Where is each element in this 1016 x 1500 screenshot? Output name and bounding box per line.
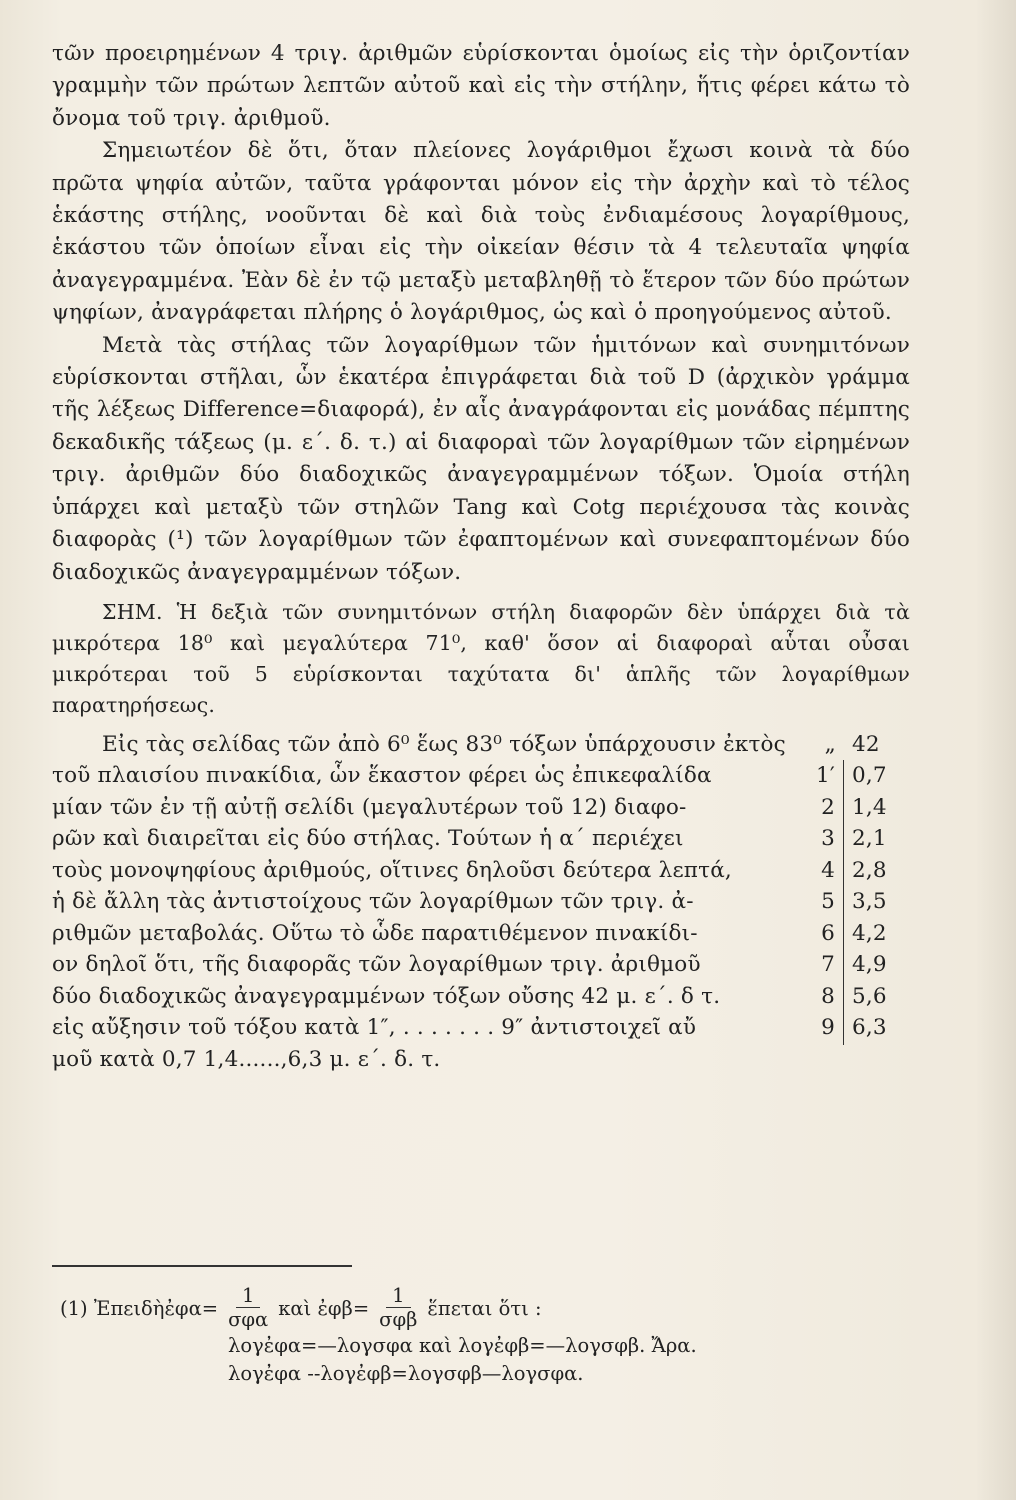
table-row-difference: 2,8 xyxy=(843,855,910,887)
table-row-seconds: 5 xyxy=(821,889,835,915)
fraction-1 xyxy=(224,1285,272,1332)
page-fold-shadow xyxy=(976,0,1016,1500)
table-line-text: δύο διαδοχικῶς ἀναγεγραμμένων τόξων οὔσης 42 μ. ε΄. δ τ. xyxy=(52,983,721,1009)
table-row-seconds: 2 xyxy=(821,794,835,820)
table-row xyxy=(52,1012,910,1044)
footnote-line-2: λογἐφα=—λογσφα καὶ λογἐφβ=—λογσφβ. Ἄρα. xyxy=(228,1334,697,1357)
table-line-text: ρῶν καὶ διαιρεῖται εἰς δύο στήλας. Τούτων ἡ α΄ περιέχει xyxy=(52,826,684,852)
table-row xyxy=(52,823,910,855)
table-row-difference: 3,5 xyxy=(843,886,910,918)
table-row-seconds: 4 xyxy=(821,857,835,883)
fraction-2-denominator: σφβ xyxy=(379,1308,418,1331)
table-line-text: μίαν τῶν ἐν τῇ αὐτῇ σελίδι (μεγαλυτέρων τοῦ 12) διαφο- xyxy=(52,794,687,820)
table-row-seconds: 1′ xyxy=(816,763,835,789)
note-paragraph: ΣΗΜ. Ἡ δεξιὰ τῶν συνημιτόνων στήλη διαφορῶν δὲν ὑπάρχει διὰ τὰ μικρότερα 18⁰ καὶ μεγαλύτερα 71⁰, καθ' ὅσον αἱ διαφοραὶ αὗται οὖσαι μικρότεραι τοῦ 5 εὑρίσκονται ταχύτατα δι' ἁπλῆς τῶν λογαρίθμων παρατηρήσεως. xyxy=(52,599,910,717)
table-line-text: ριθμῶν μεταβολάς. Οὕτω τὸ ὧδε παρατιθέμενον πινακίδι- xyxy=(52,920,698,946)
footnote-line-1 xyxy=(60,1285,920,1332)
footnote-mark: (1) xyxy=(60,1296,88,1320)
table-line-text: ἡ δὲ ἄλλη τὰς ἀντιστοίχους τῶν λογαρίθμων τῶν τριγ. ἀ- xyxy=(52,889,694,915)
table-line-text: ον δηλοῖ ὅτι, τῆς διαφορᾶς τῶν λογαρίθμων τριγ. ἀριθμοῦ xyxy=(52,952,701,978)
table-row-seconds: 6 xyxy=(821,920,835,946)
table-block xyxy=(52,729,910,1076)
footnote-eq1-lhs: ἐφα= xyxy=(164,1296,219,1320)
table-row-difference: 4,2 xyxy=(843,918,910,950)
table-line-text: Εἰς τὰς σελίδας τῶν ἀπὸ 6⁰ ἕως 83⁰ τόξων ὑπάρχουσιν ἐκτὸς xyxy=(102,731,786,757)
table-line-text: τοῦ πλαισίου πινακίδια, ὧν ἕκαστον φέρει ὡς ἐπικεφαλίδα xyxy=(52,763,712,789)
table-row-seconds: 8 xyxy=(821,983,835,1009)
difference-table xyxy=(52,729,910,1044)
table-head-mark: „ xyxy=(824,731,836,757)
table-row xyxy=(52,792,910,824)
table-row-seconds: 7 xyxy=(821,952,835,978)
footnote-eq2-lhs: ἐφβ= xyxy=(317,1296,370,1320)
table-row xyxy=(52,760,910,792)
table-row-difference: 1,4 xyxy=(843,792,910,824)
fraction-1-numerator: 1 xyxy=(236,1285,260,1308)
footnote-tail: ἕπεται ὅτι : xyxy=(427,1296,542,1320)
paragraph-1: τῶν προειρημένων 4 τριγ. ἀριθμῶν εὑρίσκονται ὁμοίως εἰς τὴν ὁριζοντίαν γραμμὴν τῶν πρώτων λεπτῶν αὐτοῦ καὶ εἰς τὴν στήλην, ἥτις φέρει κάτω τὸ ὄνομα τοῦ τριγ. ἀριθμοῦ. xyxy=(52,41,910,131)
table-line-text: τοὺς μονοψηφίους ἀριθμούς, οἵτινες δηλοῦσι δεύτερα λεπτά, xyxy=(52,857,732,883)
table-row xyxy=(52,886,910,918)
table-row-difference: 5,6 xyxy=(843,981,910,1013)
table-head-value: 42 xyxy=(852,731,880,757)
table-row-difference: 0,7 xyxy=(843,760,910,792)
table-row-seconds: 3 xyxy=(821,826,835,852)
paragraph-2: Σημειωτέον δὲ ὅτι, ὅταν πλείονες λογάριθμοι ἔχωσι κοινὰ τὰ δύο πρῶτα ψηφία αὐτῶν, ταῦτα γράφονται μόνον εἰς τὴν ἀρχὴν καὶ τὸ τέλος ἑκάστης στήλης, νοοῦνται δὲ καὶ διὰ τοὺς ἐνδιαμέσους λογαρίθμους, ἑκάστου τῶν ὁποίων εἶναι εἰς τὴν οἰκείαν θέσιν τὰ 4 τελευταῖα ψηφία ἀναγεγραμμένα. Ἐὰν δὲ ἐν τῷ μεταξὺ μεταβληθῇ τὸ ἕτερον τῶν δύο πρώτων ψηφίων, ἀναγράφεται πλήρης ὁ λογάριθμος, ὡς καὶ ὁ προηγούμενος αὐτοῦ. xyxy=(52,138,910,326)
table-row xyxy=(52,949,910,981)
footnote-conj: καὶ xyxy=(278,1296,312,1320)
table-row xyxy=(52,729,910,761)
table-row xyxy=(52,981,910,1013)
footnote-rule xyxy=(52,1265,352,1267)
footnote-line-3: λογἐφα --λογἐφβ=λογσφβ—λογσφα. xyxy=(228,1362,584,1385)
table-row-difference: 2,1 xyxy=(843,823,910,855)
main-text xyxy=(52,38,910,1076)
table-last-line: μοῦ κατὰ 0,7 1,4......,6,3 μ. ε΄. δ. τ. xyxy=(52,1046,441,1072)
table-row xyxy=(52,918,910,950)
fraction-1-denominator: σφα xyxy=(228,1308,269,1331)
paragraph-3: Μετὰ τὰς στήλας τῶν λογαρίθμων τῶν ἡμιτόνων καὶ συνημιτόνων εὑρίσκονται στῆλαι, ὧν ἑκατέρα ἐπιγράφεται διὰ τοῦ D (ἀρχικὸν γράμμα τῆς λέξεως Difference=διαφορά), ἐν αἷς ἀναγράφονται εἰς μονάδας πέμπτης δεκαδικῆς τάξεως (μ. ε΄. δ. τ.) αἱ διαφοραὶ τῶν λογαρίθμων τῶν εἰρημένων τριγ. ἀριθμῶν δύο διαδοχικῶς ἀναγεγραμμένων τόξων. Ὁμοία στήλη ὑπάρχει καὶ μεταξὺ τῶν στηλῶν Tang καὶ Cotg περιέχουσα τὰς κοινὰς διαφορὰς (¹) τῶν λογαρίθμων τῶν ἐφαπτομένων καὶ συνεφαπτομένων δύο διαδοχικῶς ἀναγεγραμμένων τόξων. xyxy=(52,332,910,585)
table-row-seconds: 9 xyxy=(821,1015,835,1041)
table-row-difference: 6,3 xyxy=(843,1012,910,1044)
table-line-text: εἰς αὔξησιν τοῦ τόξου κατὰ 1″, . . . . . . . 9″ ἀντιστοιχεῖ αὔ xyxy=(52,1015,697,1041)
fraction-2 xyxy=(375,1285,421,1332)
footnote-lead: Ἐπειδὴ xyxy=(93,1296,165,1320)
table-row xyxy=(52,855,910,887)
fraction-2-numerator: 1 xyxy=(386,1285,410,1308)
table-row-difference: 4,9 xyxy=(843,949,910,981)
footnote xyxy=(60,1285,920,1388)
